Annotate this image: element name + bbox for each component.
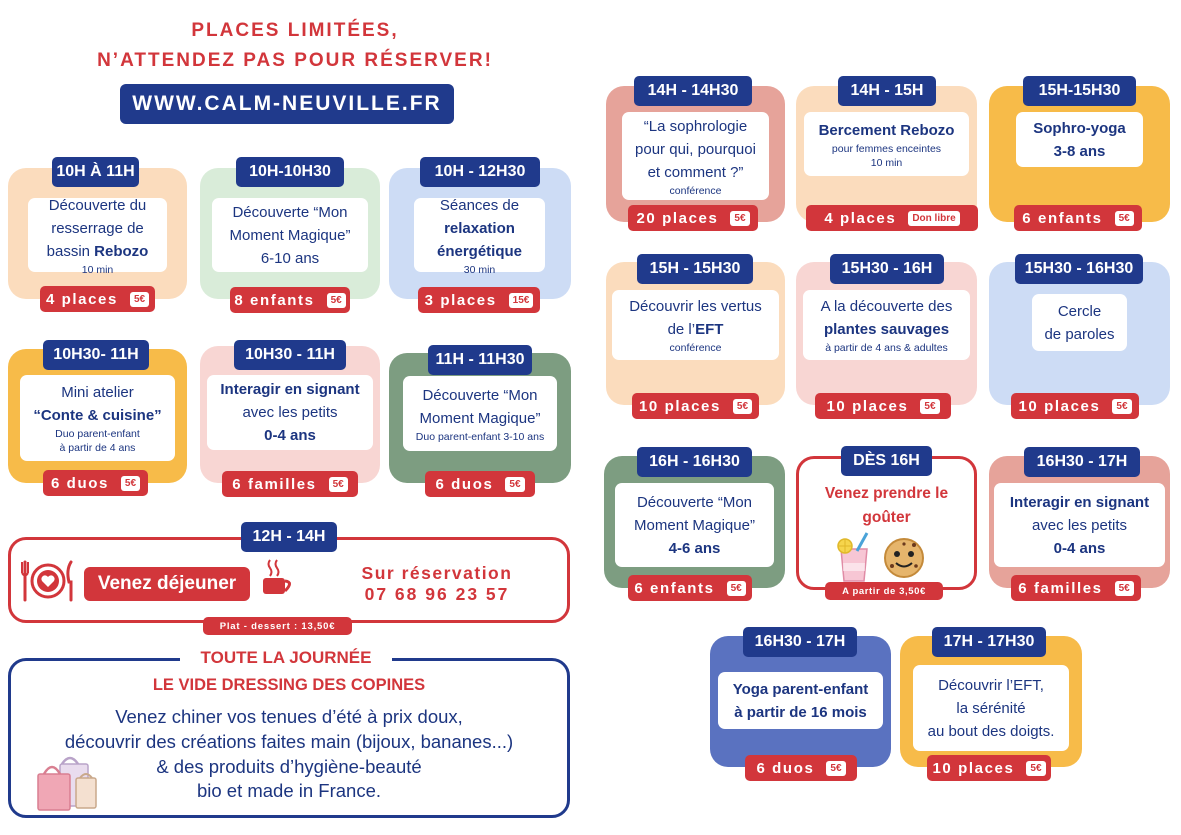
session-places: 6 familles bbox=[1018, 579, 1103, 597]
session-line: à partir de 4 ans & adultes bbox=[825, 342, 948, 354]
session-price: 15€ bbox=[509, 293, 534, 308]
session-line: Découvrir l’EFT, bbox=[938, 676, 1044, 694]
session-capacity-pill bbox=[806, 205, 978, 231]
session-line: Moment Magique” bbox=[229, 226, 351, 244]
session-line: Interagir en signant bbox=[220, 381, 360, 398]
session-line: pour femmes enceintes bbox=[831, 142, 942, 155]
session-places: 4 places bbox=[45, 290, 118, 308]
vide-badge: TOUTE LA JOURNÉE bbox=[180, 646, 392, 670]
session-places: 6 enfants bbox=[1022, 209, 1103, 227]
session-line: de paroles bbox=[1044, 325, 1115, 343]
lunch-price-pill bbox=[203, 617, 352, 635]
session-description bbox=[622, 112, 769, 200]
session-description bbox=[994, 483, 1165, 567]
session-description bbox=[20, 375, 175, 461]
session-time: 15H30 - 16H bbox=[830, 254, 944, 284]
session-line: relaxation bbox=[444, 219, 515, 237]
session-line: avec les petits bbox=[242, 404, 338, 421]
session-line: Sophro-yoga bbox=[1033, 119, 1126, 137]
session-line: 10 min bbox=[81, 263, 114, 276]
session-price: 5€ bbox=[1115, 211, 1134, 226]
session-places: 10 places bbox=[1018, 397, 1101, 415]
session-price: 5€ bbox=[505, 477, 524, 492]
session-capacity-pill bbox=[628, 575, 752, 601]
session-time: 11H - 11H30 bbox=[428, 345, 532, 375]
session-places: 6 duos bbox=[756, 759, 815, 777]
session-line: Mini atelier bbox=[61, 384, 134, 401]
session-price: 5€ bbox=[121, 476, 140, 491]
session-price: 5€ bbox=[733, 399, 752, 414]
session-line: Séances de bbox=[439, 196, 520, 214]
session-places: 3 places bbox=[424, 291, 497, 309]
session-price: 5€ bbox=[329, 477, 348, 492]
session-line: Moment Magique” bbox=[419, 409, 541, 427]
gouter-time: DÈS 16H bbox=[841, 446, 932, 476]
session-places: 4 places bbox=[824, 209, 897, 227]
session-line: Cercle bbox=[1057, 302, 1102, 320]
session-price: 5€ bbox=[327, 293, 346, 308]
vide-line-4: bio et made in France. bbox=[196, 780, 382, 801]
session-time: 16H - 16H30 bbox=[637, 447, 752, 477]
session-capacity-pill bbox=[927, 755, 1051, 781]
session-places: 10 places bbox=[826, 397, 909, 415]
session-price: 5€ bbox=[727, 581, 746, 596]
session-line: à partir de 16 mois bbox=[734, 703, 867, 721]
session-line: 4-6 ans bbox=[668, 539, 721, 557]
website-url-link[interactable]: WWW.CALM-NEUVILLE.FR bbox=[120, 84, 454, 124]
hot-drink-icon bbox=[261, 558, 297, 598]
session-price: 5€ bbox=[730, 211, 749, 226]
session-line: Duo parent-enfant bbox=[55, 428, 140, 440]
session-time: 10H - 12H30 bbox=[420, 157, 540, 187]
session-line: Yoga parent-enfant bbox=[732, 680, 869, 698]
lunch-time: 12H - 14H bbox=[241, 522, 337, 552]
session-price: 5€ bbox=[130, 292, 149, 307]
session-time: 10H À 11H bbox=[52, 157, 139, 187]
vide-line-3: & des produits d’hygiène-beauté bbox=[156, 756, 422, 777]
session-line bbox=[668, 318, 724, 341]
session-description bbox=[212, 198, 368, 272]
session-line-text: de l’ bbox=[667, 321, 696, 338]
session-capacity-pill bbox=[222, 471, 358, 497]
session-places: 6 familles bbox=[232, 475, 317, 493]
session-line: Interagir en signant bbox=[1009, 493, 1150, 511]
session-places: 20 places bbox=[636, 209, 719, 227]
session-description bbox=[612, 290, 779, 360]
session-description bbox=[1016, 112, 1143, 167]
session-places: 6 duos bbox=[435, 475, 494, 493]
session-line: 0-4 ans bbox=[264, 427, 316, 444]
session-time: 16H30 - 17H bbox=[743, 627, 857, 657]
session-line: Découverte “Mon bbox=[636, 493, 753, 511]
session-line: 0-4 ans bbox=[1053, 539, 1106, 557]
session-line bbox=[47, 240, 149, 263]
session-capacity-pill bbox=[43, 470, 148, 496]
session-time: 15H30 - 16H30 bbox=[1015, 254, 1143, 284]
header-line-1: PLACES LIMITÉES, bbox=[191, 20, 399, 41]
session-line-bold: EFT bbox=[695, 321, 724, 338]
session-line: resserrage de bbox=[51, 219, 144, 237]
shopping-bags-icon bbox=[34, 752, 102, 812]
session-line: la sérénité bbox=[956, 699, 1026, 717]
session-capacity-pill bbox=[40, 286, 155, 312]
vide-line-1: Venez chiner vos tenues d’été à prix doux, bbox=[115, 706, 463, 727]
session-line: Découverte du bbox=[48, 196, 147, 214]
session-line: avec les petits bbox=[1031, 516, 1128, 534]
session-line: Duo parent-enfant 3-10 ans bbox=[415, 430, 545, 443]
session-price: 5€ bbox=[920, 399, 939, 414]
session-capacity-pill bbox=[1011, 393, 1139, 419]
session-time: 16H30 - 17H bbox=[1024, 447, 1140, 477]
session-time: 10H-10H30 bbox=[236, 157, 344, 187]
lemonade-icon bbox=[833, 531, 879, 583]
session-line: Découvrir les vertus bbox=[629, 298, 762, 315]
vide-line-2: découvrir des créations faites main (bijoux, bananes...) bbox=[64, 731, 514, 752]
session-capacity-pill bbox=[815, 393, 951, 419]
lunch-phone: 07 68 96 23 57 bbox=[364, 584, 510, 604]
session-line: plantes sauvages bbox=[823, 321, 950, 338]
session-description bbox=[1032, 294, 1127, 351]
session-description bbox=[804, 112, 969, 176]
session-description bbox=[718, 672, 883, 729]
session-price: 5€ bbox=[1115, 581, 1134, 596]
session-price: Don libre bbox=[908, 211, 959, 226]
session-price: 5€ bbox=[1112, 399, 1131, 414]
session-capacity-pill bbox=[418, 287, 540, 313]
cookie-icon bbox=[882, 536, 926, 580]
session-capacity-pill bbox=[628, 205, 758, 231]
session-time: 14H - 15H bbox=[838, 76, 936, 106]
session-line: Découverte “Mon bbox=[232, 203, 348, 221]
session-line: Bercement Rebozo bbox=[818, 121, 955, 139]
session-time: 10H30- 11H bbox=[43, 340, 149, 370]
session-time: 15H-15H30 bbox=[1023, 76, 1136, 106]
session-line-text: bassin bbox=[46, 242, 95, 260]
lunch-button[interactable]: Venez déjeuner bbox=[84, 567, 250, 601]
session-line: “La sophrologie bbox=[643, 117, 748, 135]
session-capacity-pill bbox=[632, 393, 759, 419]
session-places: 6 duos bbox=[50, 474, 109, 492]
session-time: 14H - 14H30 bbox=[634, 76, 752, 106]
session-capacity-pill bbox=[1014, 205, 1142, 231]
session-line: 10 min bbox=[870, 156, 903, 169]
session-description bbox=[28, 196, 167, 276]
session-line: 6-10 ans bbox=[260, 249, 320, 267]
session-line: 3-8 ans bbox=[1053, 142, 1106, 160]
session-capacity-pill bbox=[230, 287, 350, 313]
session-line: au bout des doigts. bbox=[927, 722, 1055, 740]
session-line: conférence bbox=[669, 184, 722, 197]
gouter-price-pill bbox=[825, 582, 943, 600]
lunch-price: Plat - dessert : 13,50€ bbox=[219, 620, 336, 632]
lunch-reserve: Sur réservation bbox=[361, 563, 513, 583]
session-line: à partir de 4 ans bbox=[59, 442, 136, 454]
header-line-2: N’ATTENDEZ PAS POUR RÉSERVER! bbox=[97, 50, 493, 71]
session-description bbox=[803, 290, 970, 360]
session-places: 8 enfants bbox=[234, 291, 315, 309]
session-time: 10H30 - 11H bbox=[234, 340, 346, 370]
session-line: A la découverte des bbox=[820, 298, 953, 315]
session-description bbox=[913, 665, 1069, 751]
session-capacity-pill bbox=[1011, 575, 1141, 601]
session-line: “Conte & cuisine” bbox=[33, 407, 162, 424]
session-description bbox=[207, 375, 373, 450]
session-places: 6 enfants bbox=[634, 579, 715, 597]
session-line-bold: Rebozo bbox=[94, 242, 149, 260]
session-line: Découverte “Mon bbox=[422, 386, 538, 404]
session-capacity-pill bbox=[745, 755, 857, 781]
session-price: 5€ bbox=[1026, 761, 1045, 776]
session-price: 5€ bbox=[826, 761, 845, 776]
session-line: Moment Magique” bbox=[634, 516, 755, 534]
session-places: 10 places bbox=[932, 759, 1015, 777]
session-line: et comment ?” bbox=[647, 163, 744, 181]
session-time: 17H - 17H30 bbox=[932, 627, 1046, 657]
session-description bbox=[615, 483, 774, 567]
session-line: pour qui, pourquoi bbox=[635, 140, 756, 158]
session-line: énergétique bbox=[436, 242, 523, 260]
session-line: conférence bbox=[669, 342, 722, 354]
gouter-line-1: Venez prendre le bbox=[824, 485, 949, 502]
session-time: 15H - 15H30 bbox=[637, 254, 753, 284]
session-description bbox=[403, 376, 557, 451]
gouter-line-2: goûter bbox=[862, 509, 911, 526]
session-line: 30 min bbox=[463, 263, 496, 276]
session-capacity-pill bbox=[425, 471, 535, 497]
gouter-price: A partir de 3,50€ bbox=[842, 585, 926, 597]
plate-cutlery-icon bbox=[20, 558, 76, 604]
session-description bbox=[414, 196, 545, 276]
session-places: 10 places bbox=[638, 397, 721, 415]
vide-title: LE VIDE DRESSING DES COPINES bbox=[152, 676, 426, 694]
